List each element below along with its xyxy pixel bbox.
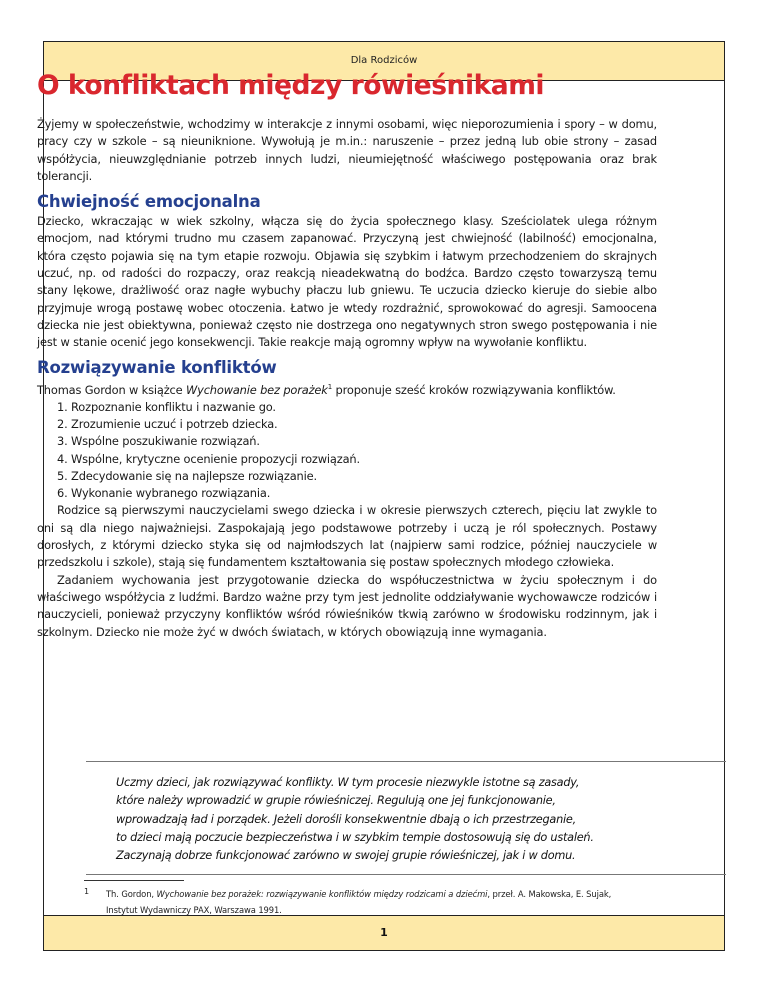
lead-text-before: Thomas Gordon w książce	[37, 382, 186, 397]
quote-line: Uczmy dzieci, jak rozwiązywać konflikty. W tym procesie niezwykle istotne są zasady,	[116, 776, 580, 789]
quote-line: wprowadzają ład i porządek. Jeżeli dorośli konsekwentnie dbają o ich przestrzeganie,	[116, 812, 576, 826]
list-item: 6. Wykonanie wybranego rozwiązania.	[57, 486, 271, 501]
page-title: O konfliktach między rówieśnikami	[37, 70, 545, 101]
footnote-book-title: Wychowanie bez porażek: rozwiązywanie konfliktów między rodzicami a dziećmi	[156, 889, 488, 899]
education-paragraph: Zadaniem wychowania jest przygotowanie dziecka do współuczestnictwa w życiu społecznym i do właściwego współżycia z ludźmi. Bardzo ważne przy tym jest jednolite oddziaływanie wychowawcze rodziców i nauczycieli, ponieważ przyczyny konfliktów wśród rówieśników tkwią zarówno w środowisku rodzinnym, jak i szkolnym. Dziecko nie może żyć w dwóch światach, w których obowiązują inne wymagania.	[37, 572, 657, 639]
intro-paragraph: Żyjemy w społeczeństwie, wchodzimy w interakcje z innymi osobami, więc nieporozumienia i spory – w domu, pracy czy w szkole – są nieuniknione. Wywołują je m.in.: naruszenie – przez jedną lub obie strony – zasad współżycia, nieuwzględnianie potrzeb innych ludzi, nieumiejętność właściwego postępowania oraz brak tolerancji.	[37, 117, 657, 183]
book-title: Wychowanie bez porażek	[185, 382, 328, 397]
header-section-label: Dla Rodziców	[350, 55, 418, 66]
gordon-lead-paragraph	[37, 379, 657, 399]
quote-line: to dzieci mają poczucie bezpieczeństwa i w szybkim tempie dostosowują się do ustaleń.	[116, 830, 594, 844]
list-item: 5. Zdecydowanie się na najlepsze rozwiązanie.	[57, 468, 317, 483]
footnote-author: Th. Gordon,	[106, 889, 157, 899]
section-heading-emotional: Chwiejność emocjonalna	[37, 192, 261, 212]
parents-paragraph: Rodzice są pierwszymi nauczycielami swego dziecka i w okresie pierwszych czterech, pięciu lat zwykle to oni są dla niego najważniejsi. Zaspokajają jego podstawowe potrzeby i uczą je ról społecznych. Postawy dorosłych, z którymi dziecko styka się od najmłodszych lat (najpierw sami rodzice, później nauczyciele w przedszkolu i szkole), stają się fundamentem kształtowania się postaw społecznych młodego człowieka.	[37, 503, 657, 570]
section-emotional-body: Dziecko, wkraczając w wiek szkolny, włącza się do życia społecznego klasy. Sześciolatek ulega różnym emocjom, nad którymi trudno mu czasem zapanować. Przyczyną jest chwiejność (labilność) emocjonalna, która często pojawia się na tym etapie rozwoju. Objawia się szybkim i łatwym przechodzeniem do skrajnych uczuć, np. od radości do rozpaczy, oraz reakcją nieadekwatną do bodźca. Bardzo często towarzyszą temu stany lękowe, drażliwość oraz nagłe wybuchy płaczu lub gniewu. Te uczucia dziecko kieruje do siebie albo przyjmuje wrogą postawę wobec otoczenia. Łatwo je wtedy rozdrażnić, sprowokować do agresji. Samoocena dziecka nie jest obiektywna, ponieważ często nie dostrzega ono negatywnych stron swego postępowania i nie jest w stanie ocenić jego konsekwencji. Takie reakcje mają ogromny wpływ na wywołanie konfliktu.	[37, 214, 657, 350]
list-item: 2. Zrozumienie uczuć i potrzeb dziecka.	[57, 416, 278, 431]
footnote-divider	[84, 880, 184, 881]
footnote-number: 1	[84, 887, 89, 896]
list-item: 1. Rozpoznanie konfliktu i nazwanie go.	[57, 399, 276, 414]
footnote-translators: , przeł. A. Makowska, E. Sujak,	[487, 889, 612, 899]
footnote-text	[84, 886, 714, 902]
lead-text-after: proponuje sześć kroków rozwiązywania konfliktów.	[332, 382, 616, 397]
section-heading-conflict-resolution: Rozwiązywanie konfliktów	[37, 357, 277, 377]
footnote-ref: 1	[327, 382, 333, 391]
article-body	[37, 70, 657, 641]
quote-line: które należy wprowadzić w grupie rówieśniczej. Regulują one jej funkcjonowanie,	[116, 794, 556, 808]
pull-quote	[86, 761, 726, 875]
quote-line: Zaczynają dobrze funkcjonować zarówno w swojej grupie rówieśniczej, jak i w domu.	[116, 849, 576, 863]
list-item: 4. Wspólne, krytyczne ocenienie propozycji rozwiązań.	[57, 451, 360, 466]
steps-list	[37, 399, 657, 503]
list-item: 3. Wspólne poszukiwanie rozwiązań.	[57, 434, 260, 449]
page-footer	[44, 915, 724, 950]
page-number: 1	[380, 926, 388, 939]
footnote-publisher: Instytut Wydawniczy PAX, Warszawa 1991.	[106, 905, 282, 915]
footnote	[84, 886, 714, 918]
